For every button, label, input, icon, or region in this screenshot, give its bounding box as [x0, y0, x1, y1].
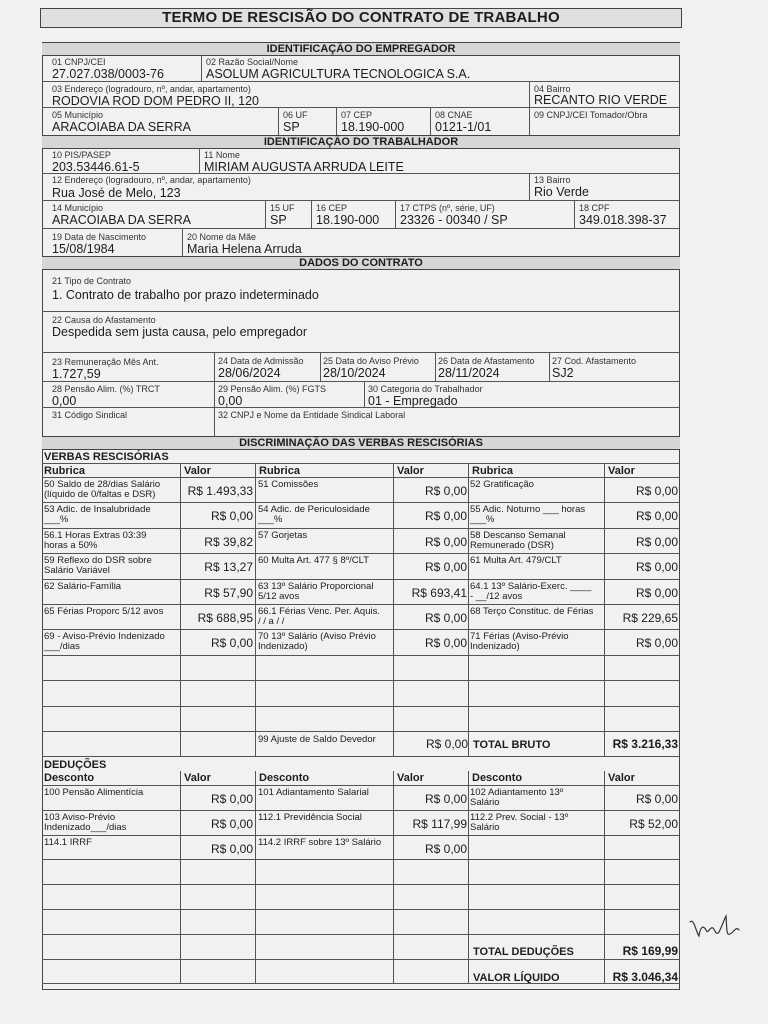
- divider: [42, 352, 680, 353]
- ded-item-label: 112.1 Previdência Social: [258, 811, 362, 823]
- ded-item-value: R$ 0,00: [424, 792, 467, 806]
- verbas-col-valor-2: Valor: [397, 465, 424, 477]
- ded-item-label: 114.2 IRRF sobre 13º Salário: [258, 836, 382, 848]
- verbas-item-label: 52 Gratificação: [470, 479, 534, 490]
- divider: [42, 629, 680, 630]
- divider: [549, 352, 550, 381]
- divider: [42, 959, 680, 960]
- pensao-trct-value: 0,00: [52, 394, 77, 408]
- verbas-item-label: 5/12 avos: [258, 590, 300, 602]
- divider: [278, 107, 279, 135]
- verbas-col-valor-3: Valor: [608, 465, 635, 477]
- codafast-value: SJ2: [552, 366, 574, 380]
- ded-item-value: R$ 117,99: [412, 816, 467, 831]
- verbas-item-label: Indenizado): [258, 641, 308, 653]
- divider: [604, 771, 605, 983]
- verbas-item-value: R$ 0,00: [424, 636, 467, 651]
- divider: [199, 148, 200, 173]
- ded-item-value: R$ 0,00: [635, 792, 678, 806]
- divider: [529, 81, 530, 135]
- verbas-item-value: R$ 39,82: [204, 534, 253, 549]
- ded-item-value: R$ 0,00: [210, 841, 253, 856]
- worker-cep-value: 18.190-000: [316, 213, 380, 227]
- verbas-item-value: R$ 0,00: [424, 560, 467, 575]
- cep-value: 18.190-000: [341, 120, 405, 134]
- worker-endereco-value: Rua José de Melo, 123: [52, 186, 181, 200]
- divider: [42, 731, 680, 732]
- total-bruto-label: TOTAL BRUTO: [473, 739, 551, 751]
- worker-uf-label: 15 UF: [270, 203, 295, 213]
- divider: [42, 756, 680, 757]
- pensao-trct-label: 28 Pensão Alim. (%) TRCT: [52, 384, 160, 394]
- divider: [364, 381, 365, 407]
- categoria-value: 01 - Empregado: [368, 394, 458, 408]
- verbas-item-value: R$ 0,00: [635, 636, 678, 651]
- pensao-fgts-value: 0,00: [218, 394, 243, 408]
- ajuste-value: R$ 0,00: [425, 737, 468, 751]
- valor-liquido-value: R$ 3.046,34: [612, 970, 678, 984]
- divider: [42, 810, 680, 811]
- ded-col-desconto-3: Desconto: [472, 772, 523, 784]
- divider: [265, 200, 266, 228]
- verbas-item-value: R$ 0,00: [424, 484, 467, 498]
- verbas-item-label: 60 Multa Art. 477 § 8º/CLT: [258, 555, 370, 567]
- verbas-item-label: (líquido de 0/faltas e DSR): [44, 489, 156, 500]
- admissao-value: 28/06/2024: [218, 366, 281, 380]
- municipio-label: 05 Município: [52, 110, 104, 120]
- verbas-item-label: 63 13º Salário Proporcional: [258, 580, 374, 592]
- divider: [201, 55, 202, 81]
- verbas-item-value: R$ 57,90: [204, 585, 253, 600]
- ded-item-label: 114.1 IRRF: [44, 836, 92, 848]
- cnae-value: 0121-1/01: [435, 120, 492, 134]
- cnae-label: 08 CNAE: [435, 110, 473, 120]
- uf-label: 06 UF: [283, 110, 308, 120]
- verbas-item-label: 69 - Aviso-Prévio Indenizado: [44, 631, 165, 643]
- worker-bairro-label: 13 Bairro: [534, 175, 571, 185]
- verbas-item-label: Remunerado (DSR): [470, 539, 554, 551]
- tipo-value: 1. Contrato de trabalho por prazo indeterminado: [52, 288, 319, 302]
- valor-liquido-label: VALOR LÍQUIDO: [473, 972, 560, 984]
- verbas-item-value: R$ 0,00: [424, 509, 467, 524]
- mae-value: Maria Helena Arruda: [187, 242, 302, 256]
- verbas-col-rubrica-3: Rubrica: [472, 465, 513, 477]
- afast-value: 28/11/2024: [438, 366, 500, 380]
- divider: [42, 983, 680, 984]
- verbas-item-label: Indenizado): [470, 641, 520, 653]
- ded-col-valor-3: Valor: [608, 772, 635, 784]
- signature: [686, 908, 746, 948]
- endereco-value: RODOVIA ROD DOM PEDRO II, 120: [52, 94, 259, 108]
- verbas-item-label: ___/dias: [44, 641, 80, 653]
- verbas-item-value: R$ 0,00: [635, 509, 678, 524]
- divider: [42, 553, 680, 554]
- divider: [180, 771, 181, 983]
- ded-col-desconto-2: Desconto: [259, 772, 310, 784]
- divider: [468, 463, 469, 756]
- verbas-item-label: 58 Descanso Semanal: [470, 529, 566, 541]
- verbas-heading: VERBAS RESCISÓRIAS: [44, 451, 169, 463]
- categoria-label: 30 Categoria do Trabalhador: [368, 384, 483, 394]
- verbas-item-value: R$ 693,41: [411, 585, 467, 600]
- divider: [42, 81, 680, 82]
- verbas-item-label: ___%: [470, 514, 495, 526]
- verbas-item-label: 59 Reflexo do DSR sobre: [44, 555, 152, 567]
- pis-label: 10 PIS/PASEP: [52, 150, 111, 160]
- verbas-item-label: 61 Multa Art. 479/CLT: [470, 555, 562, 567]
- divider: [255, 771, 256, 983]
- ded-item-label: Salário: [470, 821, 500, 833]
- worker-cep-label: 16 CEP: [316, 203, 348, 213]
- pensao-fgts-label: 29 Pensão Alim. (%) FGTS: [218, 384, 327, 394]
- divider: [336, 107, 337, 135]
- ajuste-label: 99 Ajuste de Saldo Devedor: [258, 734, 376, 745]
- divider: [255, 463, 256, 756]
- section-worker: IDENTIFICAÇÃO DO TRABALHADOR: [42, 135, 680, 149]
- verbas-item-label: horas a 50%: [44, 539, 98, 551]
- divider: [529, 173, 530, 200]
- divider: [42, 579, 680, 580]
- nasc-value: 15/08/1984: [52, 242, 115, 256]
- verbas-item-value: R$ 0,00: [210, 509, 253, 524]
- cpf-label: 18 CPF: [579, 203, 610, 213]
- verbas-item-label: 65 Férias Proporc 5/12 avos: [44, 606, 164, 617]
- section-verbas: DISCRIMINAÇÃO DAS VERBAS RESCISÓRIAS: [42, 436, 680, 450]
- total-deducoes-value: R$ 169,99: [622, 944, 678, 958]
- municipio-value: ARACOIABA DA SERRA: [52, 120, 191, 134]
- verbas-item-label: Salário Variável: [44, 565, 110, 577]
- endereco-label: 03 Endereço (logradouro, nº, andar, apartamento): [52, 84, 251, 94]
- verbas-item-label: 68 Terço Constituc. de Férias: [470, 606, 594, 617]
- nome-label: 11 Nome: [204, 150, 240, 160]
- causa-value: Despedida sem justa causa, pelo empregador: [52, 325, 308, 339]
- divider: [42, 502, 680, 503]
- divider: [42, 835, 680, 836]
- cnpj-value: 27.027.038/0003-76: [52, 67, 164, 81]
- divider: [42, 655, 680, 656]
- divider: [311, 200, 312, 228]
- codafast-label: 27 Cod. Afastamento: [552, 356, 637, 366]
- divider: [42, 604, 680, 605]
- causa-label: 22 Causa do Afastamento: [52, 315, 156, 325]
- divider: [393, 771, 394, 983]
- razao-label: 02 Razão Social/Nome: [206, 57, 299, 67]
- total-bruto-value: R$ 3.216,33: [612, 737, 678, 751]
- divider: [42, 228, 680, 229]
- ded-col-desconto-1: Desconto: [44, 772, 95, 784]
- verbas-item-label: 53 Adic. de Insalubridade: [44, 504, 151, 516]
- worker-municipio-value: ARACOIABA DA SERRA: [52, 213, 191, 227]
- verbas-col-rubrica-2: Rubrica: [259, 465, 300, 477]
- ded-item-label: Salário: [470, 797, 500, 808]
- ctps-label: 17 CTPS (nº, série, UF): [400, 203, 495, 213]
- ded-item-value: R$ 0,00: [424, 841, 467, 856]
- total-deducoes-label: TOTAL DEDUÇÕES: [473, 946, 574, 958]
- divider: [395, 200, 396, 228]
- pis-value: 203.53446.61-5: [52, 160, 140, 174]
- ded-item-label: 102 Adiantamento 13º: [470, 787, 564, 798]
- divider: [393, 463, 394, 756]
- verbas-item-label: 51 Comissões: [258, 479, 319, 490]
- ded-item-label: Indenizado___/dias: [44, 821, 127, 833]
- verbas-item-value: R$ 1.493,33: [187, 484, 253, 498]
- ctps-value: 23326 - 00340 / SP: [400, 213, 508, 227]
- verbas-item-value: R$ 0,00: [635, 534, 678, 549]
- verbas-item-label: 55 Adic. Noturno ___ horas: [470, 504, 586, 516]
- ded-item-value: R$ 0,00: [210, 816, 253, 831]
- ded-item-label: 100 Pensão Alimentícia: [44, 787, 144, 798]
- remun-value: 1.727,59: [52, 367, 101, 381]
- section-contract: DADOS DO CONTRATO: [42, 256, 680, 270]
- worker-uf-value: SP: [270, 213, 287, 227]
- ded-item-label: 101 Adiantamento Salarial: [258, 787, 369, 798]
- uf-value: SP: [283, 120, 300, 134]
- nome-value: MIRIAM AUGUSTA ARRUDA LEITE: [204, 160, 404, 174]
- divider: [42, 528, 680, 529]
- deducoes-heading: DEDUÇÕES: [44, 759, 107, 771]
- divider: [182, 228, 183, 256]
- divider: [42, 859, 680, 860]
- verbas-item-label: 57 Gorjetas: [258, 529, 308, 541]
- ded-item-value: R$ 52,00: [629, 816, 678, 831]
- divider: [42, 785, 680, 786]
- ded-item-label: 112.2 Prev. Social - 13º: [470, 811, 569, 823]
- verbas-item-label: / / a / /: [258, 616, 285, 627]
- tomador-label: 09 CNPJ/CEI Tomador/Obra: [534, 110, 648, 120]
- verbas-item-label: 50 Saldo de 28/dias Salário: [44, 479, 161, 490]
- verbas-item-label: - __/12 avos: [470, 590, 523, 602]
- verbas-item-value: R$ 0,00: [635, 585, 678, 600]
- divider: [42, 477, 680, 478]
- verbas-item-label: 64.1 13º Salário-Exerc. ____: [470, 580, 592, 592]
- cpf-value: 349.018.398-37: [579, 213, 667, 227]
- worker-bairro-value: Rio Verde: [534, 185, 589, 199]
- section-employer: IDENTIFICAÇÃO DO EMPREGADOR: [42, 42, 680, 56]
- cnpj-label: 01 CNPJ/CEI: [52, 57, 106, 67]
- divider: [42, 934, 680, 935]
- afast-label: 26 Data de Afastamento: [438, 356, 535, 366]
- verbas-col-rubrica-1: Rubrica: [44, 465, 85, 477]
- remun-label: 23 Remuneração Mês Ant.: [52, 357, 159, 367]
- entidade-label: 32 CNPJ e Nome da Entidade Sindical Laboral: [218, 410, 406, 420]
- verbas-item-label: 66.1 Férias Venc. Per. Aquis.: [258, 606, 380, 617]
- divider: [435, 352, 436, 381]
- divider: [42, 680, 680, 681]
- cep-label: 07 CEP: [341, 110, 373, 120]
- divider: [320, 352, 321, 381]
- verbas-col-valor-1: Valor: [184, 465, 211, 477]
- aviso-label: 25 Data do Aviso Prévio: [323, 356, 419, 366]
- verbas-item-label: ___%: [258, 514, 283, 526]
- divider: [604, 463, 605, 756]
- tipo-label: 21 Tipo de Contrato: [52, 276, 132, 286]
- sindical-label: 31 Código Sindical: [52, 410, 128, 420]
- verbas-item-value: R$ 0,00: [635, 484, 678, 498]
- verbas-item-value: R$ 0,00: [635, 560, 678, 575]
- verbas-item-label: 56.1 Horas Extras 03:39: [44, 529, 147, 541]
- ded-item-label: 103 Aviso-Prévio: [44, 811, 116, 823]
- verbas-item-label: 70 13º Salário (Aviso Prévio: [258, 631, 376, 643]
- ded-item-value: R$ 0,00: [210, 792, 253, 806]
- nasc-label: 19 Data de Nascimento: [52, 232, 147, 242]
- divider: [42, 463, 680, 464]
- divider: [42, 381, 680, 382]
- ded-col-valor-1: Valor: [184, 772, 211, 784]
- divider: [42, 706, 680, 707]
- verbas-item-value: R$ 688,95: [197, 611, 253, 625]
- verbas-item-value: R$ 0,00: [424, 611, 467, 625]
- divider: [42, 311, 680, 312]
- verbas-item-label: ___%: [44, 514, 69, 526]
- verbas-item-label: 54 Adic. de Periculosidade: [258, 504, 370, 516]
- divider: [214, 352, 215, 436]
- worker-municipio-label: 14 Município: [52, 203, 104, 213]
- admissao-label: 24 Data de Admissão: [218, 356, 304, 366]
- divider: [42, 909, 680, 910]
- verbas-item-value: R$ 0,00: [424, 534, 467, 549]
- worker-endereco-label: 12 Endereço (logradouro, nº, andar, apartamento): [52, 175, 251, 185]
- bairro-value: RECANTO RIO VERDE: [534, 93, 668, 107]
- razao-value: ASOLUM AGRICULTURA TECNOLOGICA S.A.: [206, 67, 471, 81]
- divider: [430, 107, 431, 135]
- verbas-item-label: 71 Férias (Aviso-Prévio: [470, 631, 569, 643]
- divider: [42, 407, 680, 408]
- aviso-value: 28/10/2024: [323, 366, 386, 380]
- verbas-item-label: 62 Salário-Família: [44, 580, 122, 592]
- mae-label: 20 Nome da Mãe: [187, 232, 257, 242]
- verbas-item-value: R$ 0,00: [210, 636, 253, 651]
- bairro-label: 04 Bairro: [534, 84, 571, 94]
- verbas-item-value: R$ 13,27: [204, 560, 253, 575]
- divider: [42, 200, 680, 201]
- ded-col-valor-2: Valor: [397, 772, 424, 784]
- document-title: TERMO DE RESCISÃO DO CONTRATO DE TRABALHO: [40, 8, 682, 28]
- divider: [574, 200, 575, 228]
- divider: [42, 884, 680, 885]
- divider: [180, 463, 181, 756]
- divider: [468, 771, 469, 983]
- verbas-item-value: R$ 229,65: [622, 611, 678, 625]
